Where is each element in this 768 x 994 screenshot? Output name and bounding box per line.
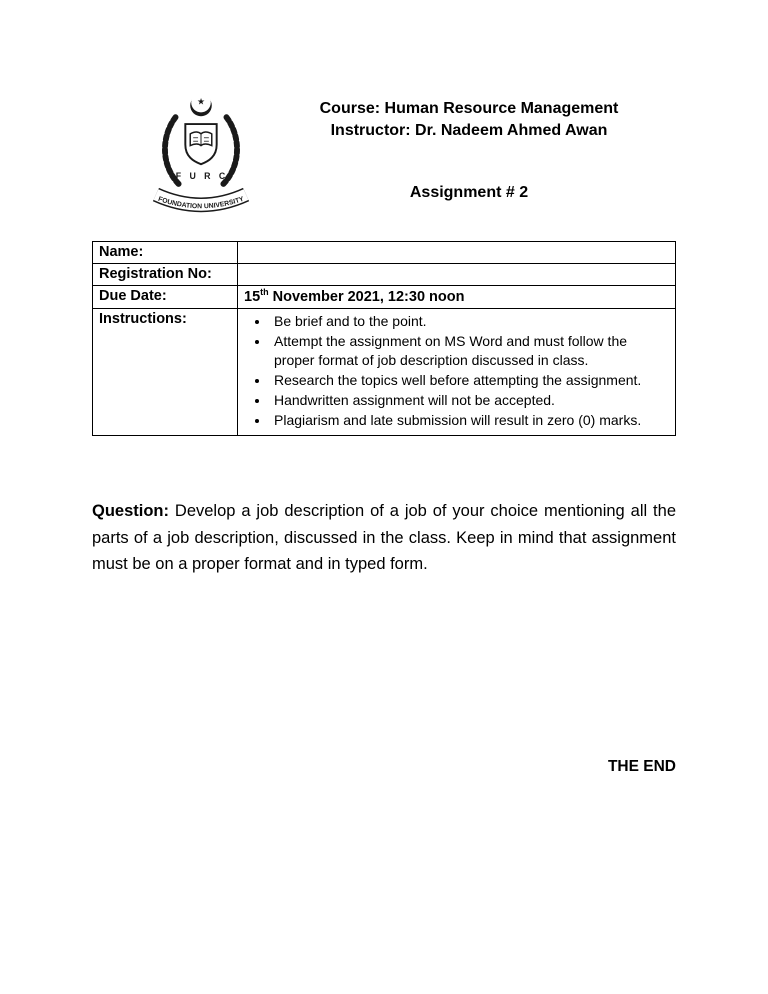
due-date-label: Due Date: (93, 286, 238, 309)
header-titles (262, 80, 676, 204)
registration-label: Registration No: (93, 264, 238, 286)
question-paragraph (92, 498, 676, 577)
registration-value (238, 264, 676, 286)
the-end: THE END (607, 757, 676, 775)
assignment-title: Assignment # 2 (409, 184, 529, 201)
instruction-item: • Research the topics well before attempting the assignment. (270, 371, 669, 389)
table-row-name (93, 242, 676, 264)
due-rest: November 2021, 12:30 noon (268, 289, 465, 306)
instruction-item: • Handwritten assignment will not be accepted. (270, 391, 669, 409)
logo-acronym: F U R C (175, 170, 229, 181)
university-logo (92, 80, 262, 227)
furc-logo-icon (142, 80, 260, 222)
name-value (238, 242, 676, 264)
star-icon: ★ (197, 96, 205, 107)
course-title: Course: Human Resource Management (319, 100, 619, 117)
instruction-item: • Plagiarism and late submission will result in zero (0) marks. (270, 411, 669, 429)
header (92, 80, 676, 227)
instruction-item: • Attempt the assignment on MS Word and must follow the proper format of job description discussed in class. (270, 332, 669, 368)
info-table (92, 241, 676, 436)
logo-ribbon (150, 195, 252, 211)
instruction-item: • Be brief and to the point. (270, 312, 669, 330)
due-day: 15 (244, 289, 261, 306)
table-row-instructions (93, 309, 676, 436)
instructions-label: Instructions: (93, 309, 238, 436)
instructor-line: Instructor: Dr. Nadeem Ahmed Awan (330, 122, 608, 139)
table-row-registration (93, 264, 676, 286)
question-label: Question: (92, 502, 169, 521)
logo-ribbon-text: FOUNDATION UNIVERSITY (157, 195, 245, 211)
due-date-value (238, 286, 676, 309)
table-row-due-date (93, 286, 676, 309)
due-ordinal: th (260, 287, 269, 298)
instructions-list (244, 312, 669, 429)
shield-book-icon (185, 124, 216, 164)
name-label: Name: (93, 242, 238, 264)
question-text: Develop a job description of a job of your choice mentioning all the parts of a job description, discussed in the class. Keep in mind that assignment must be on a proper format and in typed form. (92, 502, 676, 574)
instructions-cell (238, 309, 676, 436)
